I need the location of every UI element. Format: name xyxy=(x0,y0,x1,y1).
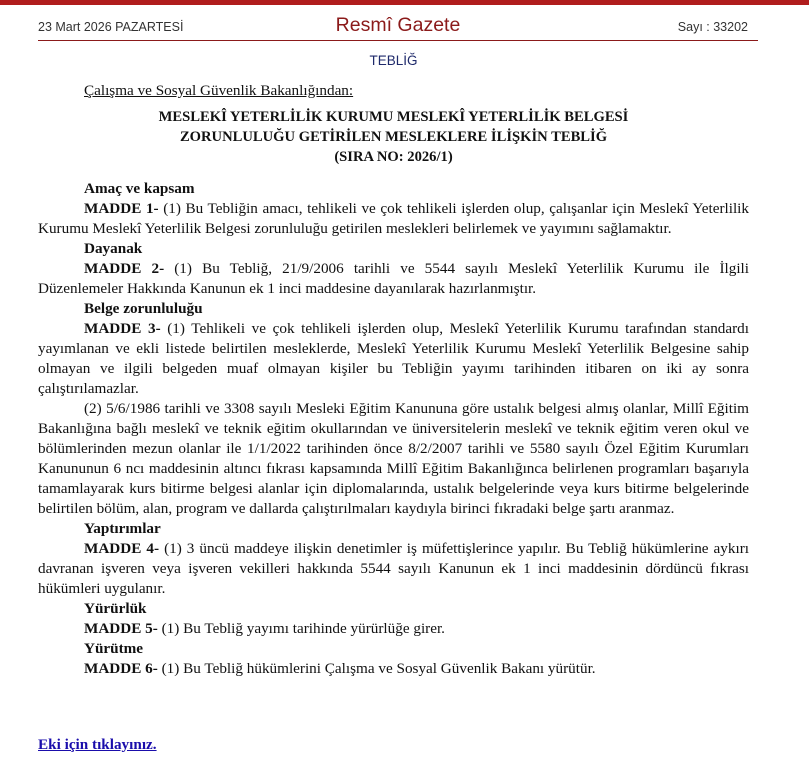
article-text: (1) Bu Tebliğ hükümlerini Çalışma ve Sosyal Güvenlik Bakanı yürütür. xyxy=(157,660,596,677)
document-title-line: MESLEKÎ YETERLİLİK KURUMU MESLEKÎ YETERLİLİK BELGESİ xyxy=(158,109,629,125)
article-paragraph xyxy=(38,319,749,399)
article-number: MADDE 1- xyxy=(84,200,159,217)
article-paragraph xyxy=(38,259,749,299)
gazette-header xyxy=(38,14,758,40)
gazette-title: Resmî Gazete xyxy=(335,14,461,36)
article-text: (1) Bu Tebliğin amacı, tehlikeli ve çok tehlikeli işlerden olup, çalışanlar için Meslekî Yeterlilik Kurumu Meslekî Yeterlilik Belgesi zorunluluğu getirilen meslekleri belirlemek ve yayımını sağlamaktır. xyxy=(38,200,749,237)
article-text: (1) Tehlikeli ve çok tehlikeli işlerden olup, Meslekî Yeterlilik Kurumu tarafından standardı yayımlanan ve ekli listede belirtilen mesleklerde, Meslekî Yeterlilik Kurumu Meslekî Yeterlilik Belgesine sahip olmayan ve ilgili belgeden muaf olmayan kişiler bu Tebliğin yayımı tarihinden itibaren on iki ay sonra çalıştırılamazlar. xyxy=(38,320,749,397)
section-heading: Yürütme xyxy=(84,640,144,657)
section-heading: Yürürlük xyxy=(84,600,147,617)
top-accent-bar xyxy=(0,0,809,5)
header-divider xyxy=(38,40,758,41)
article-paragraph xyxy=(38,199,749,239)
article-paragraph xyxy=(38,659,749,679)
ministry-name: Çalışma ve Sosyal Güvenlik Bakanlığından: xyxy=(84,82,354,99)
section-heading: Belge zorunluluğu xyxy=(84,300,203,317)
document-title-line: ZORUNLULUĞU GETİRİLEN MESLEKLERE İLİŞKİN TEBLİĞ xyxy=(179,129,608,145)
section-heading: Amaç ve kapsam xyxy=(84,180,195,197)
article-text: (1) 3 üncü maddeye ilişkin denetimler iş müfettişlerince yapılır. Bu Tebliğ hükümlerine aykırı davranan işveren veya işveren vekilleri hakkında 5544 sayılı Kanunun ek 1 inci maddesinin dördüncü fıkrası hükümleri uygulanır. xyxy=(38,540,749,597)
article-number: MADDE 4- xyxy=(84,540,160,557)
annex-link[interactable]: Eki için tıklayınız. xyxy=(38,736,157,753)
section-heading: Dayanak xyxy=(84,240,143,257)
article-number: MADDE 3- xyxy=(84,320,161,337)
document-body xyxy=(38,81,749,679)
article-paragraph xyxy=(38,399,749,519)
article-paragraph xyxy=(38,619,749,639)
article-text: (1) Bu Tebliğ yayımı tarihinde yürürlüğe girer. xyxy=(157,620,445,637)
section-label: TEBLİĞ xyxy=(369,53,418,68)
annex-link-container xyxy=(38,736,157,754)
issue-number: Sayı : 33202 xyxy=(677,20,748,34)
article-number: MADDE 2- xyxy=(84,260,165,277)
article-number: MADDE 5- xyxy=(84,620,158,637)
issue-date: 23 Mart 2026 PAZARTESİ xyxy=(38,20,184,34)
article-paragraph xyxy=(38,539,749,599)
article-text: (1) Bu Tebliğ, 21/9/2006 tarihli ve 5544 sayılı Meslekî Yeterlilik Kurumu ile İlgili Düzenlemeler Hakkında Kanunun ek 1 inci maddesine dayanılarak hazırlanmıştır. xyxy=(38,260,749,297)
section-heading: Yaptırımlar xyxy=(84,520,161,537)
article-number: MADDE 6- xyxy=(84,660,158,677)
document-sequence-number: (SIRA NO: 2026/1) xyxy=(334,149,453,165)
article-text: (2) 5/6/1986 tarihli ve 3308 sayılı Mesleki Eğitim Kanununa göre ustalık belgesi almış olanlar, Millî Eğitim Bakanlığına bağlı meslekî ve teknik eğitim okullarından ve üniversitelerin meslekî ve teknik eğitim veren okul ve bölümlerinden mezun olanlar ile 1/1/2022 tarihinden önce 8/2/2007 tarihli ve 5580 sayılı Özel Eğitim Kurumları Kanununun 6 ncı maddesinin altıncı fıkrası kapsamında Millî Eğitim Bakanlığınca belirlenen programları başarıyla tamamlayarak kurs bitirme belgesi alanlar için diplomalarında, ustalık belgelerinde veya kurs bitirme belgelerinde belirtilen bölüm, alan, program ve dallarda çalıştırılmaları kaydıyla birinci fıkradaki belge şartı aranmaz. xyxy=(38,400,749,517)
